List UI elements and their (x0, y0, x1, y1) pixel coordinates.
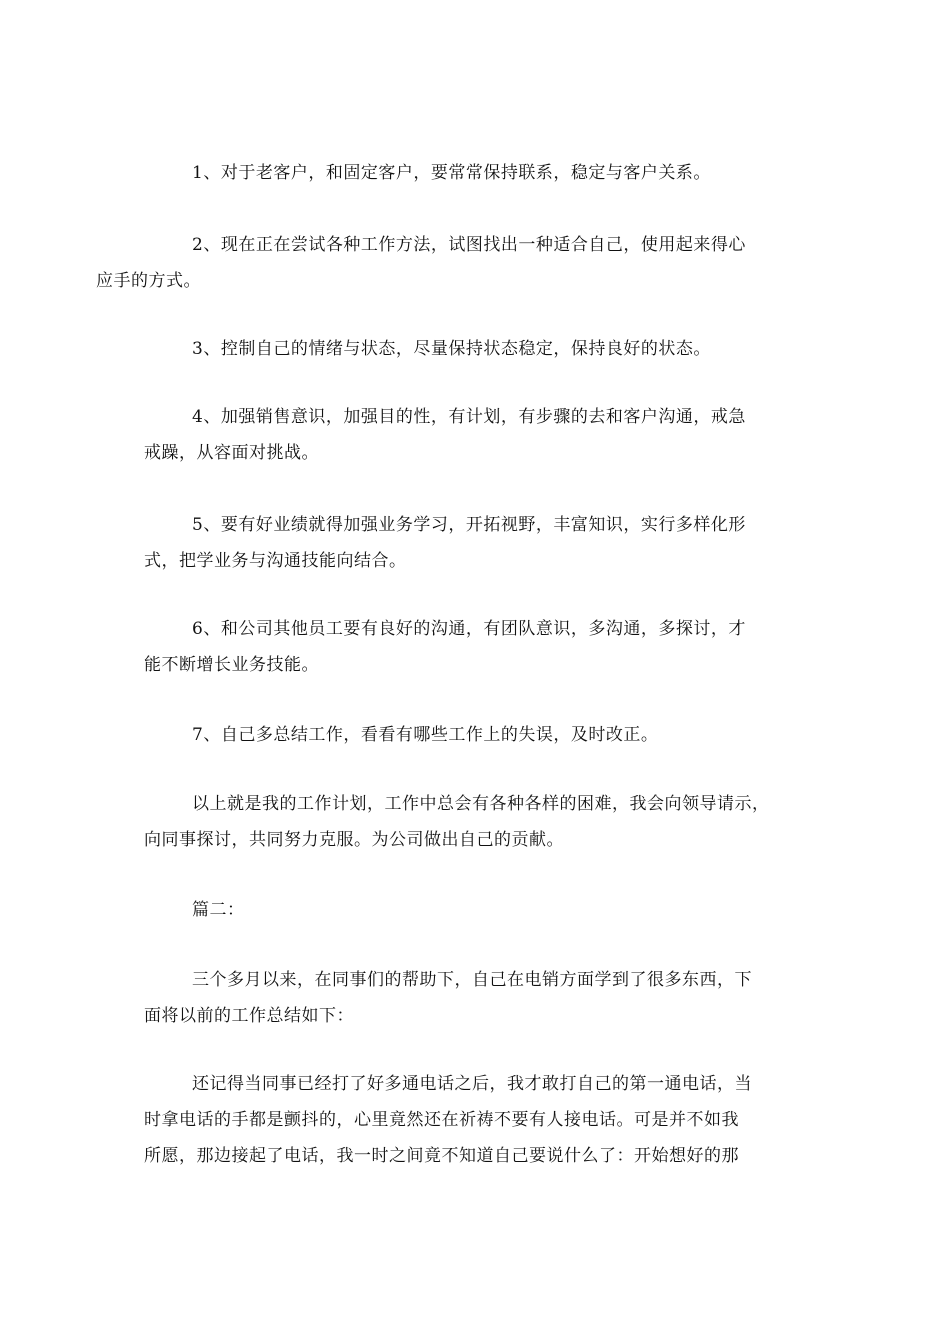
paragraph-8 (144, 786, 804, 858)
paragraph-line: 戒躁，从容面对挑战。 (144, 443, 319, 463)
paragraph-line: 三个多月以来，在同事们的帮助下，自己在电销方面学到了很多东西，下 (192, 970, 752, 990)
paragraph-line: 篇二： (192, 900, 245, 920)
paragraph-line: 3、控制自己的情绪与状态，尽量保持状态稳定，保持良好的状态。 (192, 339, 711, 359)
paragraph-1 (144, 155, 804, 191)
paragraph-line: 式，把学业务与沟通技能向结合。 (144, 551, 407, 571)
paragraph-line: 向同事探讨，共同努力克服。为公司做出自己的贡献。 (144, 830, 564, 850)
paragraph-line: 还记得当同事已经打了好多通电话之后，我才敢打自己的第一通电话，当 (192, 1074, 752, 1094)
paragraph-5 (144, 507, 804, 579)
paragraph-9 (144, 962, 804, 1034)
paragraph-10 (144, 1066, 804, 1174)
section-heading (144, 892, 804, 928)
paragraph-line: 6、和公司其他员工要有良好的沟通，有团队意识，多沟通，多探讨，才 (192, 619, 746, 639)
paragraph-line: 应手的方式。 (96, 271, 201, 291)
paragraph-line: 5、要有好业绩就得加强业务学习，开拓视野，丰富知识，实行多样化形 (192, 515, 746, 535)
paragraph-2 (96, 227, 804, 299)
paragraph-line: 以上就是我的工作计划，工作中总会有各种各样的困难，我会向领导请示， (192, 794, 770, 814)
paragraph-3 (144, 331, 804, 367)
paragraph-line: 面将以前的工作总结如下： (144, 1006, 354, 1026)
paragraph-line: 1、对于老客户，和固定客户，要常常保持联系，稳定与客户关系。 (192, 163, 711, 183)
paragraph-line: 7、自己多总结工作，看看有哪些工作上的失误，及时改正。 (192, 725, 659, 745)
paragraph-line: 所愿，那边接起了电话，我一时之间竟不知道自己要说什么了：开始想好的那 (144, 1146, 739, 1166)
paragraph-line: 4、加强销售意识，加强目的性，有计划，有步骤的去和客户沟通，戒急 (192, 407, 746, 427)
paragraph-7 (144, 717, 804, 753)
paragraph-6 (144, 611, 804, 683)
paragraph-line: 时拿电话的手都是颤抖的，心里竟然还在祈祷不要有人接电话。可是并不如我 (144, 1110, 739, 1130)
paragraph-4 (144, 399, 804, 471)
paragraph-line: 能不断增长业务技能。 (144, 655, 319, 675)
paragraph-line: 2、现在正在尝试各种工作方法，试图找出一种适合自己，使用起来得心 (192, 235, 746, 255)
